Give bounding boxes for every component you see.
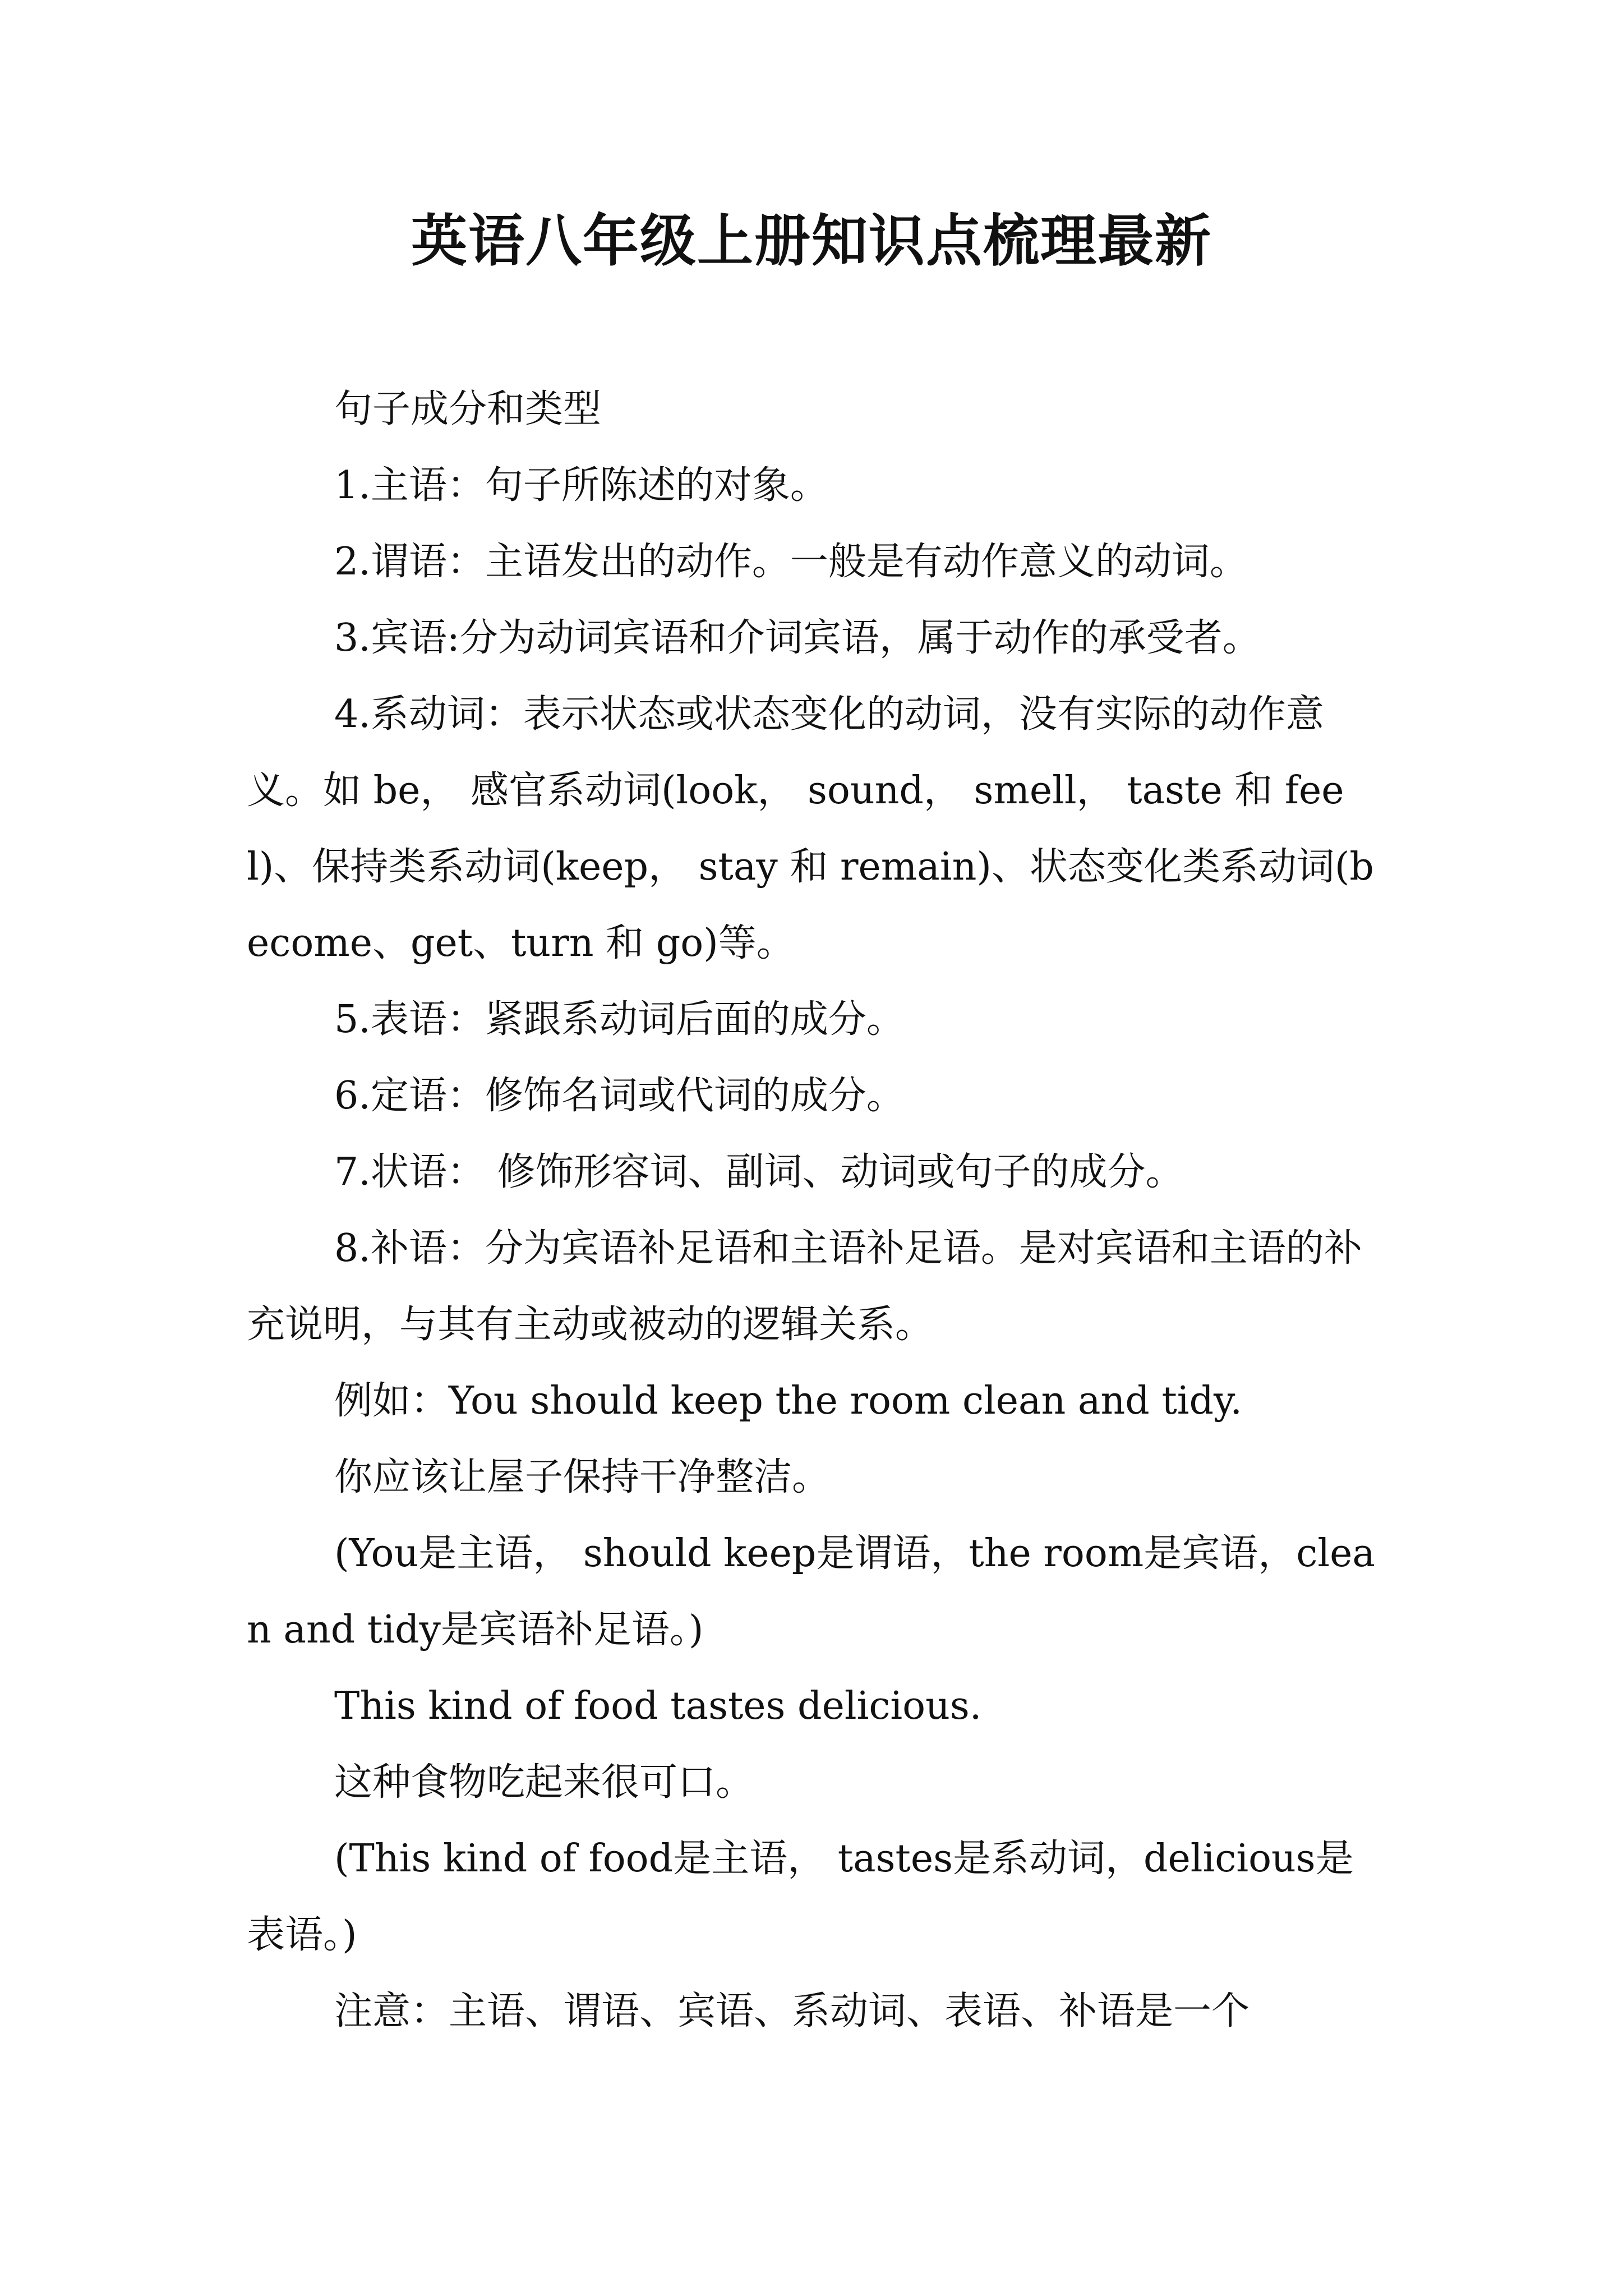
paragraph-attribute: 6.定语：修饰名词或代词的成分。 (334, 1074, 905, 1118)
document-body (247, 371, 1391, 2050)
paragraph-complement: 8.补语：分为宾语补足语和主语补足语。是对宾语和主语的补充说明，与其有主动或被动的逻辑关系。 (247, 1226, 1362, 1347)
paragraph-section-heading: 句子成分和类型 (334, 387, 602, 431)
paragraph-example-translation-2: 这种食物吃起来很可口。 (334, 1760, 754, 1805)
paragraph-object: 3.宾语:分为动词宾语和介词宾语，属于动作的承受者。 (334, 616, 1261, 660)
paragraph-example-sentence-2: This kind of food tastes delicious. (334, 1684, 982, 1728)
document-title: 英语八年级上册知识点梳理最新 (411, 208, 1212, 274)
paragraph-predicate: 2.谓语：主语发出的动作。一般是有动作意义的动词。 (334, 540, 1248, 584)
paragraph-example-analysis-2: (This kind of food是主语， tastes是系动词，delicious是表语。) (247, 1837, 1354, 1957)
paragraph-example-sentence-1: 例如：You should keep the room clean and tidy. (334, 1379, 1243, 1423)
paragraph-example-analysis-1: (You是主语， should keep是谓语，the room是宾语，clean and tidy是宾语补足语。) (247, 1531, 1375, 1652)
paragraph-linking-verb: 4.系动词：表示状态或状态变化的动词，没有实际的动作意义。如 be， 感官系动词(look， sound， smell， taste 和 feel)、保持类系动词(keep， stay 和 remain)、状态变化类系动词(become、get、turn 和 go)等。 (247, 692, 1374, 965)
paragraph-subject: 1.主语：句子所陈述的对象。 (334, 463, 828, 508)
paragraph-note: 注意：主语、谓语、宾语、系动词、表语、补语是一个 (334, 1989, 1250, 2033)
paragraph-adverbial: 7.状语： 修饰形容词、副词、动词或句子的成分。 (334, 1150, 1184, 1194)
paragraph-predicative: 5.表语：紧跟系动词后面的成分。 (334, 997, 905, 1042)
paragraph-example-translation-1: 你应该让屋子保持干净整洁。 (334, 1455, 831, 1499)
